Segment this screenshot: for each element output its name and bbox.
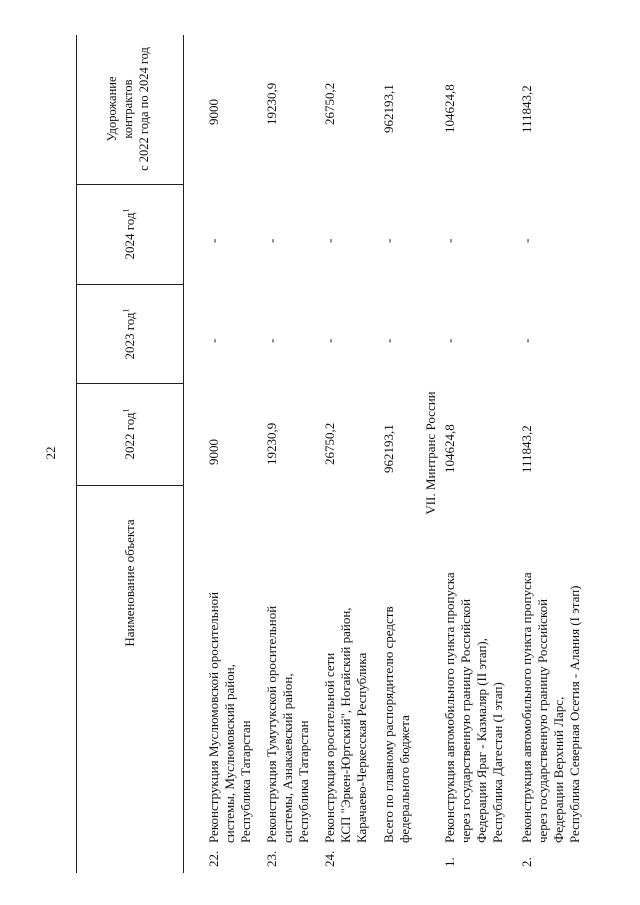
header-cost-increase: Удорожание контрактов с 2022 года по 2024 год	[105, 47, 151, 171]
value-2024: -	[442, 238, 457, 243]
value-2022: 111843,2	[519, 425, 534, 473]
table-top-rule	[76, 35, 77, 873]
value-2023: -	[519, 338, 534, 343]
row-name: Реконструкция Муслюмовской оросительной системы, Муслюмовский район, Республика Татарстан	[206, 591, 253, 843]
section-heading: VII. Минтранс России	[423, 391, 438, 515]
row-name: Реконструкция Тумутукской оросительной системы, Азнакаевский район, Республика Татарстан	[264, 605, 311, 843]
value-2022: 19230,9	[264, 422, 279, 465]
value-total: 104624,8	[442, 84, 457, 133]
row-name: Реконструкция автомобильного пункта пропуска через государственную границу Российской Федерации Верхний Ларс, Республика Северная Осетия - Алания (I этап)	[519, 572, 582, 843]
value-total: 19230,9	[264, 82, 279, 125]
value-total: 9000	[206, 99, 221, 125]
value-2023: -	[322, 338, 337, 343]
value-total: 111843,2	[519, 85, 534, 133]
value-2024: -	[264, 238, 279, 243]
header-separator	[76, 485, 184, 486]
row-name: Реконструкция автомобильного пункта пропуска через государственную границу Российской Федерации Яраг - Казмаляр (II этап), Республика Дагестан (I этап)	[442, 572, 505, 843]
value-2024: -	[322, 238, 337, 243]
value-total: 26750,2	[322, 82, 337, 125]
value-2023: -	[442, 338, 457, 343]
value-2024: -	[519, 238, 534, 243]
row-number: 2.	[519, 857, 534, 867]
row-name: Реконструкция оросительной сети КСП "Эркен-Юртский", Ногайский район, Карачаево-Черкесская Республика	[322, 607, 369, 843]
value-2024: -	[206, 238, 221, 243]
value-2022: 26750,2	[322, 422, 337, 465]
value-2023: -	[381, 338, 396, 343]
value-2023: -	[206, 338, 221, 343]
header-name: Наименование объекта	[122, 519, 137, 647]
header-bottom-rule	[183, 35, 184, 873]
total-row-name: Всего по главному распорядителю средств федерального бюджета	[381, 606, 412, 843]
value-2022: 9000	[206, 439, 221, 465]
row-number: 23.	[264, 850, 279, 867]
row-number: 22.	[206, 850, 221, 867]
value-2024: -	[381, 238, 396, 243]
page-number: 22	[43, 446, 58, 460]
row-number: 24.	[322, 850, 337, 867]
value-2022: 104624,8	[442, 424, 457, 473]
header-2023: 2023 год$^1$	[121, 308, 137, 360]
row-number: 1.	[442, 857, 457, 867]
value-2023: -	[264, 338, 279, 343]
header-2024: 2024 год$^1$	[121, 208, 137, 260]
value-total: 962193,1	[381, 84, 396, 133]
rotated-table	[76, 35, 582, 873]
header-2022: 2022 год$^1$	[121, 408, 137, 460]
value-2022: 962193,1	[381, 424, 396, 473]
